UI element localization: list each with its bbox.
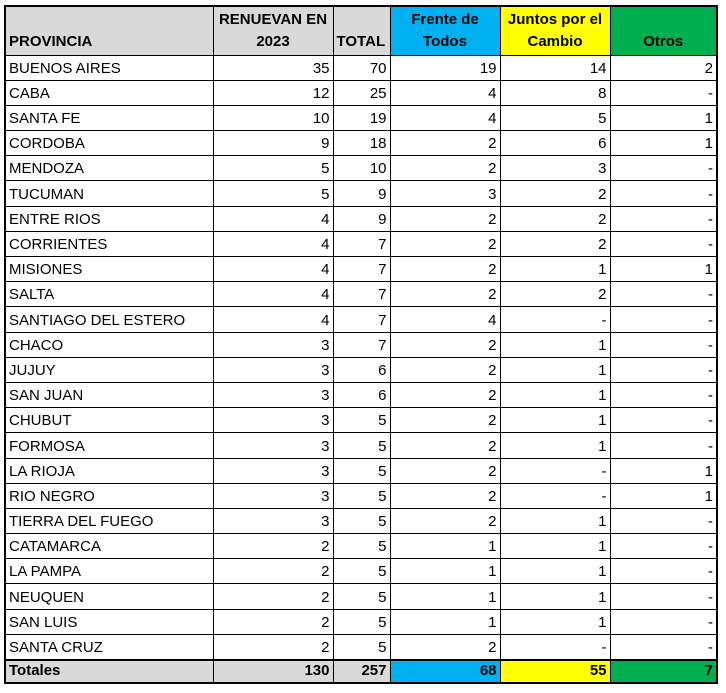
table-row <box>5 131 717 156</box>
cell-otros: 1 <box>610 131 717 156</box>
cell-provincia: SANTIAGO DEL ESTERO <box>5 307 213 332</box>
cell-juntos: 6 <box>500 131 610 156</box>
cell-total: 6 <box>333 357 390 382</box>
cell-renuevan: 4 <box>213 257 333 282</box>
table-footer <box>5 660 717 683</box>
cell-provincia: JUJUY <box>5 357 213 382</box>
table-body <box>5 55 717 660</box>
cell-renuevan: 4 <box>213 206 333 231</box>
cell-total: 7 <box>333 231 390 256</box>
cell-provincia: CATAMARCA <box>5 534 213 559</box>
cell-frente: 2 <box>390 156 500 181</box>
header-total: TOTAL <box>333 6 390 55</box>
cell-otros: 2 <box>610 55 717 80</box>
table-row <box>5 508 717 533</box>
cell-frente: 3 <box>390 181 500 206</box>
totals-row <box>5 660 717 683</box>
table-row <box>5 206 717 231</box>
table-row <box>5 307 717 332</box>
cell-provincia: SAN LUIS <box>5 609 213 634</box>
cell-frente: 4 <box>390 80 500 105</box>
table-row <box>5 382 717 407</box>
cell-frente: 1 <box>390 559 500 584</box>
cell-renuevan: 2 <box>213 559 333 584</box>
cell-provincia: RIO NEGRO <box>5 483 213 508</box>
senate-renewal-table <box>4 5 718 684</box>
cell-otros: - <box>610 156 717 181</box>
cell-renuevan: 2 <box>213 634 333 659</box>
table-row <box>5 257 717 282</box>
cell-juntos: - <box>500 483 610 508</box>
cell-otros: - <box>610 181 717 206</box>
table-row <box>5 559 717 584</box>
cell-provincia: SAN JUAN <box>5 382 213 407</box>
cell-total: 70 <box>333 55 390 80</box>
table-row <box>5 534 717 559</box>
cell-renuevan: 3 <box>213 483 333 508</box>
cell-otros: - <box>610 231 717 256</box>
cell-renuevan: 4 <box>213 307 333 332</box>
cell-total: 7 <box>333 282 390 307</box>
table-row <box>5 634 717 659</box>
cell-provincia: SANTA FE <box>5 105 213 130</box>
cell-renuevan: 5 <box>213 156 333 181</box>
cell-juntos: 2 <box>500 282 610 307</box>
cell-juntos: 1 <box>500 584 610 609</box>
cell-juntos: 8 <box>500 80 610 105</box>
cell-total: 5 <box>333 508 390 533</box>
totals-total: 257 <box>333 660 390 683</box>
cell-juntos: 1 <box>500 609 610 634</box>
cell-renuevan: 3 <box>213 433 333 458</box>
cell-otros: - <box>610 382 717 407</box>
cell-provincia: SALTA <box>5 282 213 307</box>
cell-renuevan: 3 <box>213 332 333 357</box>
cell-frente: 2 <box>390 408 500 433</box>
cell-total: 7 <box>333 307 390 332</box>
cell-renuevan: 12 <box>213 80 333 105</box>
cell-frente: 2 <box>390 508 500 533</box>
table-row <box>5 357 717 382</box>
cell-otros: - <box>610 508 717 533</box>
cell-otros: - <box>610 559 717 584</box>
cell-provincia: NEUQUEN <box>5 584 213 609</box>
table-row <box>5 105 717 130</box>
cell-renuevan: 2 <box>213 584 333 609</box>
table-row <box>5 231 717 256</box>
cell-otros: 1 <box>610 257 717 282</box>
cell-frente: 4 <box>390 307 500 332</box>
cell-otros: 1 <box>610 458 717 483</box>
cell-provincia: MENDOZA <box>5 156 213 181</box>
cell-juntos: 1 <box>500 382 610 407</box>
table-row <box>5 483 717 508</box>
cell-renuevan: 3 <box>213 382 333 407</box>
cell-total: 5 <box>333 609 390 634</box>
cell-provincia: CHUBUT <box>5 408 213 433</box>
cell-provincia: TUCUMAN <box>5 181 213 206</box>
cell-provincia: LA RIOJA <box>5 458 213 483</box>
cell-renuevan: 4 <box>213 282 333 307</box>
cell-provincia: TIERRA DEL FUEGO <box>5 508 213 533</box>
table-header <box>5 6 717 55</box>
cell-total: 5 <box>333 534 390 559</box>
cell-otros: - <box>610 282 717 307</box>
cell-renuevan: 35 <box>213 55 333 80</box>
cell-total: 9 <box>333 181 390 206</box>
cell-frente: 2 <box>390 458 500 483</box>
cell-juntos: 14 <box>500 55 610 80</box>
cell-frente: 2 <box>390 131 500 156</box>
cell-otros: 1 <box>610 105 717 130</box>
cell-otros: - <box>610 332 717 357</box>
cell-frente: 19 <box>390 55 500 80</box>
cell-juntos: 2 <box>500 181 610 206</box>
cell-frente: 2 <box>390 332 500 357</box>
cell-total: 5 <box>333 559 390 584</box>
cell-juntos: 1 <box>500 433 610 458</box>
cell-frente: 2 <box>390 357 500 382</box>
cell-total: 25 <box>333 80 390 105</box>
cell-otros: - <box>610 584 717 609</box>
cell-renuevan: 3 <box>213 357 333 382</box>
cell-total: 6 <box>333 382 390 407</box>
cell-frente: 2 <box>390 206 500 231</box>
table-row <box>5 181 717 206</box>
cell-provincia: CORDOBA <box>5 131 213 156</box>
totals-label: Totales <box>5 660 213 683</box>
cell-otros: - <box>610 206 717 231</box>
cell-total: 18 <box>333 131 390 156</box>
cell-provincia: MISIONES <box>5 257 213 282</box>
cell-juntos: 1 <box>500 508 610 533</box>
cell-juntos: 2 <box>500 206 610 231</box>
cell-otros: - <box>610 357 717 382</box>
cell-frente: 1 <box>390 609 500 634</box>
cell-provincia: BUENOS AIRES <box>5 55 213 80</box>
totals-otros: 7 <box>610 660 717 683</box>
cell-provincia: SANTA CRUZ <box>5 634 213 659</box>
table-row <box>5 80 717 105</box>
table-row <box>5 55 717 80</box>
cell-provincia: CHACO <box>5 332 213 357</box>
table-row <box>5 584 717 609</box>
table-row <box>5 332 717 357</box>
table-row <box>5 408 717 433</box>
table-row <box>5 458 717 483</box>
cell-total: 10 <box>333 156 390 181</box>
cell-otros: - <box>610 433 717 458</box>
cell-frente: 2 <box>390 634 500 659</box>
cell-juntos: 1 <box>500 357 610 382</box>
cell-otros: - <box>610 634 717 659</box>
header-frente-de-todos: Frente de Todos <box>390 6 500 55</box>
cell-frente: 2 <box>390 382 500 407</box>
table-row <box>5 609 717 634</box>
cell-juntos: 5 <box>500 105 610 130</box>
cell-total: 5 <box>333 433 390 458</box>
cell-provincia: LA PAMPA <box>5 559 213 584</box>
cell-juntos: 3 <box>500 156 610 181</box>
cell-otros: - <box>610 408 717 433</box>
cell-otros: - <box>610 80 717 105</box>
cell-frente: 2 <box>390 257 500 282</box>
cell-total: 5 <box>333 584 390 609</box>
totals-frente: 68 <box>390 660 500 683</box>
cell-frente: 2 <box>390 231 500 256</box>
spreadsheet <box>4 5 718 684</box>
cell-renuevan: 4 <box>213 231 333 256</box>
cell-provincia: FORMOSA <box>5 433 213 458</box>
cell-otros: - <box>610 609 717 634</box>
totals-renuevan: 130 <box>213 660 333 683</box>
cell-juntos: 1 <box>500 408 610 433</box>
cell-renuevan: 3 <box>213 458 333 483</box>
header-provincia: PROVINCIA <box>5 6 213 55</box>
table-row <box>5 433 717 458</box>
cell-juntos: 1 <box>500 257 610 282</box>
cell-frente: 4 <box>390 105 500 130</box>
header-juntos-por-el-cambio: Juntos por el Cambio <box>500 6 610 55</box>
cell-total: 5 <box>333 408 390 433</box>
cell-renuevan: 2 <box>213 609 333 634</box>
cell-renuevan: 10 <box>213 105 333 130</box>
cell-provincia: CORRIENTES <box>5 231 213 256</box>
cell-frente: 2 <box>390 282 500 307</box>
cell-juntos: 1 <box>500 534 610 559</box>
cell-frente: 2 <box>390 483 500 508</box>
cell-provincia: CABA <box>5 80 213 105</box>
cell-total: 5 <box>333 458 390 483</box>
header-otros: Otros <box>610 6 717 55</box>
table-row <box>5 156 717 181</box>
cell-juntos: - <box>500 634 610 659</box>
cell-total: 7 <box>333 332 390 357</box>
cell-renuevan: 5 <box>213 181 333 206</box>
header-renuevan: RENUEVAN EN 2023 <box>213 6 333 55</box>
cell-total: 19 <box>333 105 390 130</box>
cell-frente: 1 <box>390 534 500 559</box>
cell-renuevan: 9 <box>213 131 333 156</box>
cell-total: 5 <box>333 483 390 508</box>
cell-juntos: - <box>500 307 610 332</box>
cell-provincia: ENTRE RIOS <box>5 206 213 231</box>
cell-otros: - <box>610 307 717 332</box>
cell-juntos: - <box>500 458 610 483</box>
totals-juntos: 55 <box>500 660 610 683</box>
cell-total: 7 <box>333 257 390 282</box>
cell-juntos: 1 <box>500 332 610 357</box>
cell-renuevan: 3 <box>213 408 333 433</box>
cell-renuevan: 2 <box>213 534 333 559</box>
cell-frente: 2 <box>390 433 500 458</box>
cell-renuevan: 3 <box>213 508 333 533</box>
cell-otros: - <box>610 534 717 559</box>
table-row <box>5 282 717 307</box>
cell-total: 9 <box>333 206 390 231</box>
cell-total: 5 <box>333 634 390 659</box>
cell-juntos: 2 <box>500 231 610 256</box>
cell-frente: 1 <box>390 584 500 609</box>
cell-juntos: 1 <box>500 559 610 584</box>
cell-otros: 1 <box>610 483 717 508</box>
